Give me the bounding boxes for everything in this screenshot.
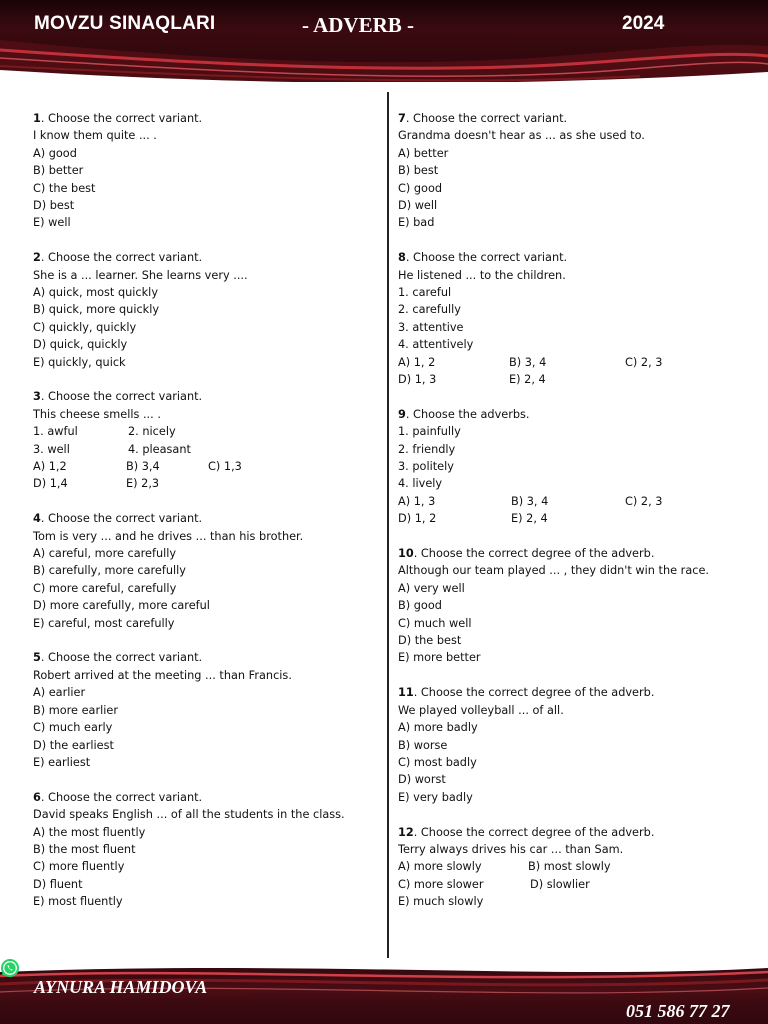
question-prompt: . Choose the correct variant. <box>40 790 203 804</box>
option-d: D) worst <box>398 773 446 787</box>
question-number: 8 <box>398 251 406 265</box>
option-e: E) very badly <box>398 790 473 804</box>
author-name: AYNURA HAMIDOVA <box>34 977 208 997</box>
answer-row <box>398 354 748 371</box>
option-d: D) well <box>398 199 438 213</box>
option-c: C) more careful, carefully <box>33 581 177 595</box>
answer-option: C) 2, 3 <box>625 355 663 369</box>
answer-option: E) 2,3 <box>126 477 160 491</box>
question-prompt: . Choose the correct variant. <box>40 390 203 404</box>
choice-item: 2. carefully <box>398 303 461 317</box>
option-e: E) careful, most carefully <box>33 616 175 630</box>
option-b: B) best <box>398 164 439 178</box>
choice-item: 1. painfully <box>398 425 461 439</box>
option-a: A) good <box>33 146 77 160</box>
question-prompt: . Choose the correct degree of the adverb. <box>413 547 655 561</box>
answer-option: D) 1, 3 <box>398 373 437 387</box>
option-e: E) more better <box>398 651 481 665</box>
question-stem: Grandma doesn't hear as ... as she used to. <box>398 129 645 143</box>
option-d: D) fluent <box>33 877 83 891</box>
question-8 <box>398 249 748 388</box>
option-a: A) more badly <box>398 721 478 735</box>
answer-option: D) 1,4 <box>33 477 68 491</box>
question-prompt: . Choose the correct variant. <box>40 251 203 265</box>
option-a: A) better <box>398 146 449 160</box>
answer-row <box>398 876 748 893</box>
answer-row <box>398 493 748 510</box>
choice-item: 3. politely <box>398 460 454 474</box>
answer-option: B) most slowly <box>528 860 611 874</box>
option-b: B) the most fluent <box>33 842 136 856</box>
question-stem: Robert arrived at the meeting ... than Francis. <box>33 668 292 682</box>
answer-option: E) 2, 4 <box>509 373 546 387</box>
header-year: 2024 <box>622 13 665 34</box>
question-stem: David speaks English ... of all the students in the class. <box>33 808 345 822</box>
question-prompt: . Choose the correct degree of the adverb. <box>413 825 655 839</box>
question-5 <box>33 649 383 771</box>
question-number: 2 <box>33 251 41 265</box>
question-6 <box>33 789 383 911</box>
right-column <box>398 110 748 928</box>
question-number: 9 <box>398 407 406 421</box>
option-a: A) very well <box>398 581 465 595</box>
header-banner <box>0 0 768 82</box>
question-stem: I know them quite ... . <box>33 129 157 143</box>
question-2 <box>33 249 383 371</box>
question-number: 7 <box>398 112 406 125</box>
answer-option: A) 1, 3 <box>398 494 436 508</box>
option-a: A) earlier <box>33 686 86 700</box>
answer-option: A) more slowly <box>398 860 482 874</box>
choice-item: 3. attentive <box>398 320 464 334</box>
answer-option: B) 3, 4 <box>511 494 549 508</box>
option-a: A) careful, more carefully <box>33 547 177 561</box>
option-c: C) good <box>398 181 443 195</box>
question-prompt: . Choose the correct variant. <box>405 112 568 125</box>
question-stem: Tom is very ... and he drives ... than his brother. <box>33 529 304 543</box>
option-b: B) carefully, more carefully <box>33 564 186 578</box>
option-e: E) much slowly <box>398 895 484 909</box>
option-c: C) much well <box>398 616 472 630</box>
choice-item: 2. friendly <box>398 442 456 456</box>
question-stem: She is a ... learner. She learns very .... <box>33 268 248 282</box>
question-stem: Although our team played ... , they didn't win the race. <box>398 564 709 578</box>
question-number: 6 <box>33 790 41 804</box>
answer-row <box>398 510 748 527</box>
question-number: 10 <box>398 547 414 561</box>
option-b: B) quick, more quickly <box>33 303 160 317</box>
option-b: B) good <box>398 599 442 613</box>
header-topic: - ADVERB - <box>302 13 415 37</box>
answer-option: D) slowlier <box>530 877 590 891</box>
choice-item: 4. lively <box>398 477 443 491</box>
question-4 <box>33 510 383 632</box>
choice-item: 1. careful <box>398 286 452 300</box>
answer-row <box>33 458 383 475</box>
question-number: 12 <box>398 825 414 839</box>
question-number: 4 <box>33 512 41 526</box>
option-d: D) the best <box>398 634 462 648</box>
answer-option: C) 1,3 <box>208 460 242 474</box>
question-9 <box>398 406 748 528</box>
option-e: E) well <box>33 216 71 230</box>
question-prompt: . Choose the correct variant. <box>40 651 203 665</box>
answer-row <box>398 858 748 875</box>
option-e: E) quickly, quick <box>33 355 126 369</box>
question-number: 5 <box>33 651 41 665</box>
option-c: C) much early <box>33 721 113 735</box>
option-c: C) more fluently <box>33 860 125 874</box>
option-c: C) most badly <box>398 755 477 769</box>
whatsapp-icon <box>0 958 20 978</box>
choice-item: 1. awful <box>33 425 78 439</box>
option-d: D) more carefully, more careful <box>33 599 210 613</box>
option-d: D) quick, quickly <box>33 338 128 352</box>
choice-item: 4. pleasant <box>128 442 191 456</box>
question-12 <box>398 824 748 911</box>
phone-number: 051 586 77 27 <box>626 1001 730 1021</box>
answer-option: A) 1, 2 <box>398 355 436 369</box>
question-stem: This cheese smells ... . <box>33 407 161 421</box>
question-prompt: . Choose the correct variant. <box>405 251 568 265</box>
option-b: B) better <box>33 164 84 178</box>
answer-option: C) more slower <box>398 877 484 891</box>
choice-row <box>33 441 383 458</box>
answer-option: C) 2, 3 <box>625 494 663 508</box>
question-11 <box>398 684 748 806</box>
option-d: D) best <box>33 199 75 213</box>
question-prompt: . Choose the correct variant. <box>40 112 203 125</box>
column-divider <box>387 92 389 966</box>
left-column <box>33 110 383 928</box>
option-e: E) most fluently <box>33 895 123 909</box>
footer-banner <box>0 958 768 1024</box>
answer-row <box>33 475 383 492</box>
question-10 <box>398 545 748 667</box>
question-7 <box>398 110 748 232</box>
question-stem: Terry always drives his car ... than Sam. <box>398 842 624 856</box>
option-d: D) the earliest <box>33 738 114 752</box>
option-b: B) worse <box>398 738 448 752</box>
choice-item: 2. nicely <box>128 425 176 439</box>
question-prompt: . Choose the correct variant. <box>40 512 203 526</box>
question-prompt: . Choose the adverbs. <box>405 407 530 421</box>
question-number: 1 <box>33 112 41 125</box>
answer-option: E) 2, 4 <box>511 512 548 526</box>
option-a: A) the most fluently <box>33 825 146 839</box>
answer-option: B) 3, 4 <box>509 355 547 369</box>
option-a: A) quick, most quickly <box>33 286 158 300</box>
option-e: E) bad <box>398 216 435 230</box>
question-prompt: . Choose the correct degree of the adverb. <box>413 686 655 700</box>
question-stem: We played volleyball ... of all. <box>398 703 564 717</box>
question-number: 11 <box>398 686 414 700</box>
header-title: MOVZU SINAQLARI <box>34 13 216 34</box>
option-c: C) the best <box>33 181 96 195</box>
question-number: 3 <box>33 390 41 404</box>
question-stem: He listened ... to the children. <box>398 268 566 282</box>
choice-item: 3. well <box>33 442 70 456</box>
choice-item: 4. attentively <box>398 338 474 352</box>
question-3 <box>33 388 383 492</box>
option-e: E) earliest <box>33 755 91 769</box>
answer-option: D) 1, 2 <box>398 512 437 526</box>
question-1 <box>33 110 383 232</box>
answer-row <box>398 371 748 388</box>
option-b: B) more earlier <box>33 703 118 717</box>
answer-option: A) 1,2 <box>33 460 67 474</box>
choice-row <box>33 423 383 440</box>
option-c: C) quickly, quickly <box>33 320 137 334</box>
answer-option: B) 3,4 <box>126 460 160 474</box>
